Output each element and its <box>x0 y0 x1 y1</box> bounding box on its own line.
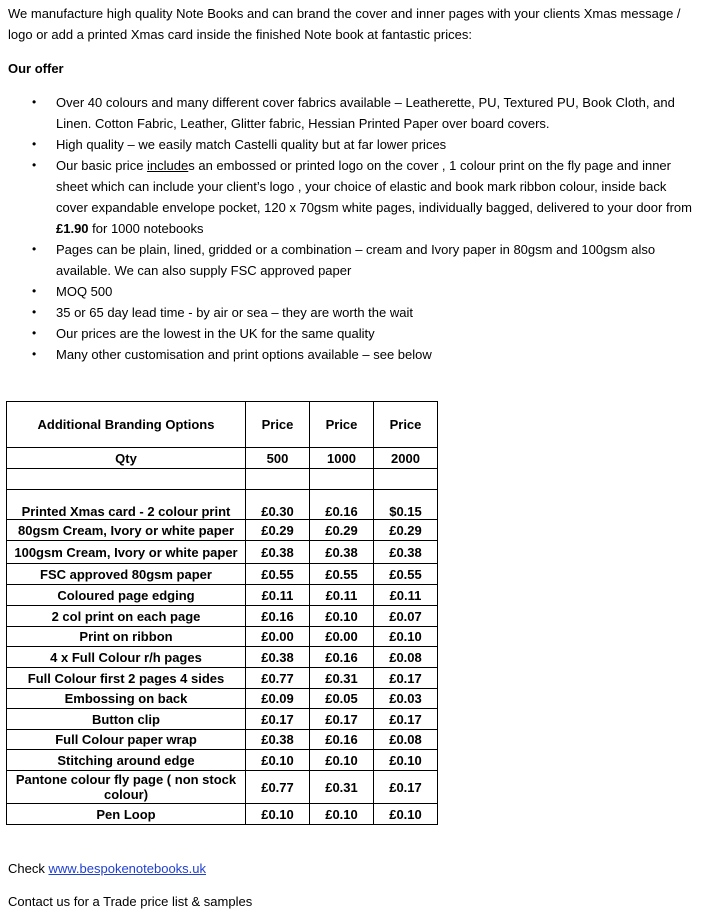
bullet-text: for 1000 notebooks <box>88 221 204 236</box>
website-link[interactable]: www.bespokenotebooks.uk <box>48 861 207 876</box>
option-price: £0.11 <box>246 585 310 606</box>
list-item <box>0 281 700 302</box>
option-price: £0.05 <box>310 689 374 709</box>
option-price: £0.16 <box>246 606 310 627</box>
option-price: £0.29 <box>310 520 374 541</box>
price-header: Price <box>374 402 438 448</box>
price-header: Price <box>310 402 374 448</box>
list-item <box>0 134 700 155</box>
bullet-text: MOQ 500 <box>56 284 113 299</box>
option-price: £0.16 <box>310 730 374 750</box>
bullet-icon: • <box>32 95 37 109</box>
option-price: £0.07 <box>374 606 438 627</box>
bullet-text: Our prices are the lowest in the UK for the same quality <box>56 326 375 341</box>
option-price: £0.08 <box>374 730 438 750</box>
bullet-icon: • <box>32 137 37 151</box>
list-item <box>0 155 700 239</box>
table-header-row <box>7 402 438 448</box>
option-name: FSC approved 80gsm paper <box>7 564 246 585</box>
bullet-text: 35 or 65 day lead time - by air or sea – they are worth the wait <box>56 305 413 320</box>
list-item <box>0 239 700 281</box>
option-price: £0.10 <box>310 804 374 825</box>
option-price: £0.10 <box>310 750 374 771</box>
option-price: £0.29 <box>246 520 310 541</box>
table-row <box>7 606 438 627</box>
option-price: £0.10 <box>374 750 438 771</box>
option-name: Embossing on back <box>7 689 246 709</box>
bullet-text: Over 40 colours and many different cover fabrics available – Leatherette, PU, Textured PU, Book Cloth, and Linen. Cotton Fabric, Leather, Glitter fabric, Hessian Printed Paper over board covers. <box>56 95 675 131</box>
option-price: £0.55 <box>374 564 438 585</box>
option-price: £0.17 <box>246 709 310 730</box>
option-price: £0.38 <box>374 541 438 564</box>
option-name: Printed Xmas card - 2 colour print <box>7 490 246 520</box>
list-item <box>0 302 700 323</box>
qty-label: Qty <box>7 448 246 469</box>
qty-value: 1000 <box>310 448 374 469</box>
bullet-icon: • <box>32 284 37 298</box>
table-row <box>7 730 438 750</box>
branding-price-table <box>6 401 438 825</box>
bullet-icon: • <box>32 158 37 172</box>
table-row <box>7 564 438 585</box>
option-price: £0.00 <box>246 627 310 647</box>
option-price: £0.38 <box>246 541 310 564</box>
table-row <box>7 771 438 804</box>
table-row <box>7 804 438 825</box>
price-table-body <box>7 402 438 825</box>
bullet-text: High quality – we easily match Castelli quality but at far lower prices <box>56 137 447 152</box>
bullet-icon: • <box>32 326 37 340</box>
bullet-text: Many other customisation and print options available – see below <box>56 347 432 362</box>
qty-row <box>7 448 438 469</box>
qty-value: 500 <box>246 448 310 469</box>
table-row <box>7 490 438 520</box>
list-item <box>0 323 700 344</box>
table-title: Additional Branding Options <box>7 402 246 448</box>
bullet-text: Our basic price <box>56 158 148 173</box>
option-price: £0.55 <box>246 564 310 585</box>
underlined-word: include <box>147 158 189 173</box>
option-name: 100gsm Cream, Ivory or white paper <box>7 541 246 564</box>
bullet-text: s an embossed or printed logo on the cover , 1 colour print on the fly page and inner sheet which can include your client’s logo , your choice of elastic and book mark ribbon colour, inside back cover expandable envelope pocket, 120 x 70gsm white pages, individually bagged, delivered to your door from <box>56 158 692 215</box>
option-price: £0.17 <box>374 771 438 804</box>
option-name: 80gsm Cream, Ivory or white paper <box>7 520 246 541</box>
offer-heading: Our offer <box>8 61 64 76</box>
option-price: £0.17 <box>374 668 438 689</box>
table-row <box>7 668 438 689</box>
option-price: £0.31 <box>310 771 374 804</box>
option-price: £0.55 <box>310 564 374 585</box>
table-row <box>7 520 438 541</box>
option-price: £0.08 <box>374 647 438 668</box>
option-price: £0.03 <box>374 689 438 709</box>
price-header: Price <box>246 402 310 448</box>
option-price: £0.38 <box>310 541 374 564</box>
option-price: £0.10 <box>246 750 310 771</box>
option-name: 4 x Full Colour r/h pages <box>7 647 246 668</box>
option-name: Full Colour first 2 pages 4 sides <box>7 668 246 689</box>
bullet-icon: • <box>32 347 37 361</box>
option-name: Full Colour paper wrap <box>7 730 246 750</box>
option-price: £0.11 <box>374 585 438 606</box>
option-price: £0.38 <box>246 647 310 668</box>
option-name: Pen Loop <box>7 804 246 825</box>
option-price: £0.00 <box>310 627 374 647</box>
contact-line: Contact us for a Trade price list & samples <box>8 894 253 909</box>
option-price: £0.30 <box>246 490 310 520</box>
qty-value: 2000 <box>374 448 438 469</box>
option-price: £0.09 <box>246 689 310 709</box>
intro-paragraph: We manufacture high quality Note Books and can brand the cover and inner pages with your clients Xmas message / logo or add a printed Xmas card inside the finished Note book at fantastic prices: <box>8 6 681 42</box>
option-price: £0.77 <box>246 771 310 804</box>
list-item <box>0 344 700 365</box>
bullet-icon: • <box>32 305 37 319</box>
table-row <box>7 541 438 564</box>
option-price: £0.10 <box>246 804 310 825</box>
option-name: Button clip <box>7 709 246 730</box>
table-row <box>7 750 438 771</box>
option-price: £0.31 <box>310 668 374 689</box>
option-price: £0.29 <box>374 520 438 541</box>
option-price: £0.17 <box>310 709 374 730</box>
check-label: Check <box>8 861 49 876</box>
base-price: £1.90 <box>56 221 89 236</box>
option-price: £0.10 <box>374 627 438 647</box>
option-price: £0.16 <box>310 647 374 668</box>
table-row <box>7 689 438 709</box>
offer-list <box>0 92 700 365</box>
table-row <box>7 709 438 730</box>
option-price: £0.17 <box>374 709 438 730</box>
option-price: £0.16 <box>310 490 374 520</box>
bullet-icon: • <box>32 242 37 256</box>
option-price: $0.15 <box>374 490 438 520</box>
option-price: £0.10 <box>374 804 438 825</box>
check-line <box>8 859 206 879</box>
option-price: £0.10 <box>310 606 374 627</box>
option-name: Stitching around edge <box>7 750 246 771</box>
bullet-text: Pages can be plain, lined, gridded or a combination – cream and Ivory paper in 80gsm and 100gsm also available. We can also supply FSC approved paper <box>56 242 656 278</box>
table-row <box>7 627 438 647</box>
option-name: 2 col print on each page <box>7 606 246 627</box>
option-price: £0.77 <box>246 668 310 689</box>
option-name: Coloured page edging <box>7 585 246 606</box>
option-name: Print on ribbon <box>7 627 246 647</box>
table-row <box>7 585 438 606</box>
option-price: £0.11 <box>310 585 374 606</box>
option-name: Pantone colour fly page ( non stock colour) <box>7 771 246 804</box>
list-item <box>0 92 700 134</box>
empty-row <box>7 469 438 490</box>
table-row <box>7 647 438 668</box>
option-price: £0.38 <box>246 730 310 750</box>
